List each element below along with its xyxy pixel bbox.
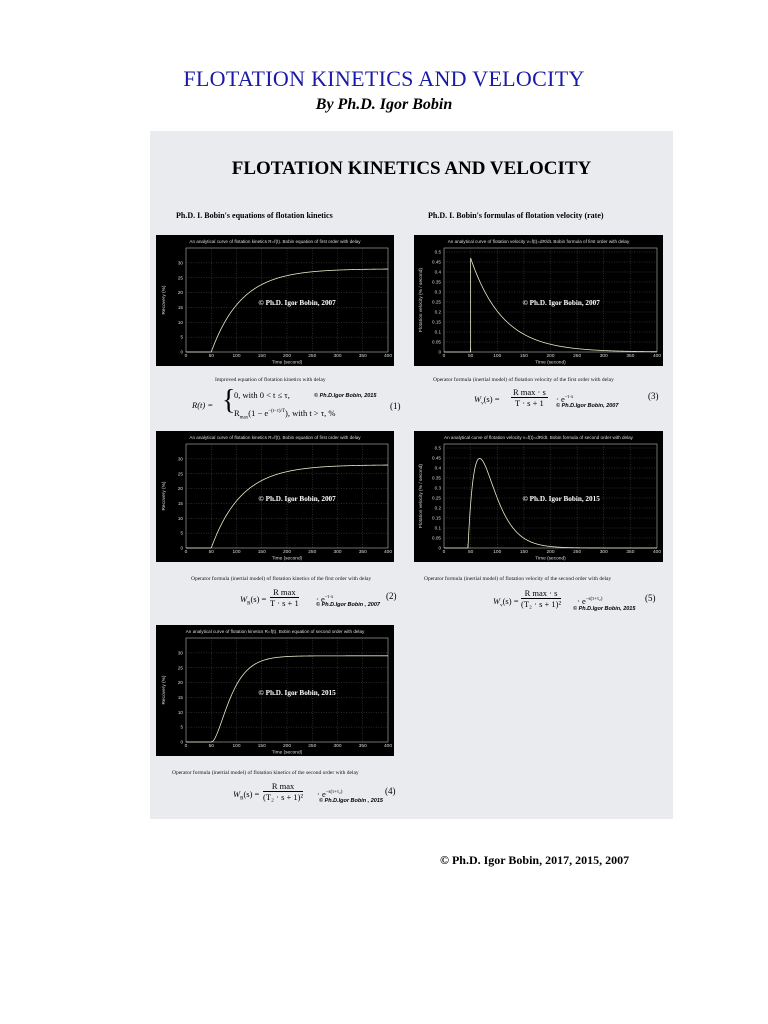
- plot-title: An analytical curve of flotation kinetics R=f(t). Bobin equation of first order with delay: [189, 239, 361, 244]
- y-axis-label: Recovery (%): [162, 285, 167, 315]
- x-tick-label: 200: [546, 550, 555, 555]
- x-tick-label: 250: [308, 354, 317, 359]
- footer-copyright: © Ph.D. Igor Bobin, 2017, 2015, 2007: [440, 853, 630, 867]
- x-tick-label: 0: [184, 744, 188, 749]
- x-tick-label: 50: [467, 354, 474, 359]
- y-tick-label: 0.3: [434, 289, 441, 295]
- x-tick-label: 0: [184, 354, 188, 359]
- x-tick-label: 250: [308, 744, 317, 749]
- y-tick-label: 0: [180, 349, 183, 355]
- y-tick-label: 25: [177, 275, 183, 281]
- equation-3: $W_v(s)$ = R max · s T · s + 1 · $e^{-\tau\cdot s}$ (3) © Ph.D.Igor Bobin, 2007: [474, 387, 659, 409]
- equation-1: R(t) = { 0, with 0 < t ≤ τ, © Ph.D.Igor Bobin, 2015 $R_{max}(1 - e^{-(t-\tau)/T})$, with t > τ, % (1): [192, 385, 401, 421]
- y-tick-label: 0: [180, 739, 183, 745]
- right-column-heading: Ph.D. I. Bobin's formulas of flotation velocity (rate): [428, 211, 604, 220]
- y-tick-label: 5: [180, 334, 183, 340]
- x-tick-label: 300: [333, 744, 342, 749]
- eq3-copyright: © Ph.D.Igor Bobin, 2007: [556, 403, 619, 409]
- y-tick-label: 0.1: [434, 329, 441, 335]
- x-tick-label: 100: [232, 744, 241, 749]
- y-axis-label: Flotation velocity (% / second): [419, 268, 424, 332]
- y-tick-label: 10: [177, 709, 183, 715]
- x-tick-label: 400: [383, 744, 393, 749]
- eq3-number: (3): [648, 391, 659, 401]
- eq5-numerator: R max · s: [521, 588, 561, 599]
- x-tick-label: 100: [493, 354, 502, 359]
- y-tick-label: 20: [177, 290, 183, 296]
- x-tick-label: 400: [652, 354, 662, 359]
- y-tick-label: 15: [177, 305, 183, 311]
- plot-watermark: © Ph.D. Igor Bobin, 2007: [258, 495, 336, 504]
- plot-title: An analytical curve of flotation kinetics R=f(t). Bobin equation of first order with delay: [189, 435, 361, 440]
- left-column-heading: Ph.D. I. Bobin's equations of flotation kinetics: [176, 211, 333, 220]
- y-tick-label: 0: [438, 349, 441, 355]
- eq3-denominator: T · s + 1: [515, 398, 544, 408]
- y-tick-label: 5: [180, 724, 183, 730]
- x-axis-label: Time (second): [271, 750, 303, 756]
- y-tick-label: 30: [177, 260, 183, 266]
- eq5-denominator: (T₂ · s + 1)²: [521, 599, 562, 609]
- y-axis-label: Recovery (%): [162, 481, 167, 511]
- eq1-number: (1): [390, 401, 401, 411]
- eq1-copyright: © Ph.D.Igor Bobin, 2015: [314, 393, 377, 399]
- y-tick-label: 0.15: [432, 319, 441, 325]
- caption-eq2: Operator formula (inertial model) of flotation kinetics of the first order with delay: [191, 576, 372, 582]
- eq2-numerator: R max: [270, 587, 299, 598]
- y-tick-label: 0.45: [432, 455, 441, 461]
- x-tick-label: 300: [333, 354, 342, 359]
- x-tick-label: 300: [599, 354, 608, 359]
- x-axis-label: Time (second): [271, 360, 303, 366]
- x-tick-label: 300: [599, 550, 608, 555]
- y-tick-label: 0.5: [434, 249, 441, 255]
- x-tick-label: 50: [208, 744, 214, 749]
- eq4-numerator: R max: [263, 781, 303, 792]
- x-tick-label: 100: [232, 550, 241, 555]
- eq2-copyright: © Ph.D.Igor Bobin , 2007: [316, 602, 380, 608]
- y-tick-label: 30: [177, 650, 183, 656]
- y-tick-label: 25: [177, 471, 183, 477]
- x-tick-label: 250: [308, 550, 317, 555]
- x-tick-label: 150: [257, 550, 266, 555]
- x-tick-label: 350: [358, 550, 367, 555]
- x-tick-label: 200: [282, 550, 292, 555]
- y-tick-label: 0.05: [432, 339, 441, 345]
- x-tick-label: 100: [232, 354, 241, 359]
- x-tick-label: 100: [493, 550, 502, 555]
- y-tick-label: 10: [177, 319, 183, 325]
- y-tick-label: 0.4: [434, 465, 441, 471]
- x-tick-label: 400: [383, 550, 393, 555]
- y-tick-label: 0.1: [434, 525, 441, 531]
- y-tick-label: 0.35: [432, 475, 441, 481]
- plot-kinetics-second-order-2015: [156, 625, 394, 756]
- x-tick-label: 350: [358, 744, 367, 749]
- y-tick-label: 0.3: [434, 485, 441, 491]
- y-tick-label: 0.45: [432, 259, 441, 265]
- x-tick-label: 250: [573, 550, 582, 555]
- y-tick-label: 0.05: [432, 535, 441, 541]
- document-title: FLOTATION KINETICS AND VELOCITY: [183, 66, 585, 91]
- x-tick-label: 50: [208, 550, 214, 555]
- y-tick-label: 0.4: [434, 269, 441, 275]
- x-tick-label: 350: [358, 354, 367, 359]
- x-tick-label: 200: [282, 354, 292, 359]
- plot-title: An analytical curve of flotation kinetics R=f(t). Bobin equation of second order with delay: [185, 629, 365, 634]
- equation-2: $W_R(s)$ = R max T · s + 1 · $e^{-\tau\cdot s}$ (2) © Ph.D.Igor Bobin , 2007: [240, 587, 397, 608]
- x-tick-label: 0: [442, 354, 446, 359]
- x-tick-label: 250: [573, 354, 582, 359]
- caption-eq3: Operator formula (inertial model) of flotation velocity of the first order with delay: [433, 377, 614, 383]
- equation-4: $W_R(s)$ = R max (T₂ · s + 1)² · $e^{-s(\tau+\tau_2)}$ (4) © Ph.D.Igor Bobin , 2015: [233, 781, 396, 804]
- y-tick-label: 0: [438, 545, 441, 551]
- x-tick-label: 200: [282, 744, 292, 749]
- y-tick-label: 0.15: [432, 515, 441, 521]
- x-tick-label: 0: [442, 550, 446, 555]
- x-tick-label: 150: [257, 744, 266, 749]
- x-axis-label: Time (second): [535, 556, 566, 562]
- y-tick-label: 0.35: [432, 279, 441, 285]
- equation-5: $W_v(s)$ = R max · s (T₂ · s + 1)² · $e^{-s(\tau+\tau_2)}$ (5) © Ph.D.Igor Bobin, 2015: [493, 588, 656, 612]
- eq3-numerator: R max · s: [513, 387, 546, 397]
- plot-watermark: © Ph.D. Igor Bobin, 2007: [522, 299, 600, 308]
- y-tick-label: 5: [180, 530, 183, 536]
- y-tick-label: 0.25: [432, 495, 441, 501]
- plot-title: An analytical curve of flotation velocity v=f(t)=dR/dt. Bobin formula of second order with delay: [444, 435, 633, 440]
- plot-kinetics-first-order-2007-b: [156, 431, 394, 562]
- caption-eq5: Operator formula (inertial model) of flotation velocity of the second order with delay: [424, 576, 612, 582]
- x-tick-label: 400: [652, 550, 662, 555]
- y-tick-label: 0: [180, 545, 183, 551]
- x-axis-label: Time (second): [535, 360, 566, 366]
- plot-watermark: © Ph.D. Igor Bobin, 2015: [258, 689, 336, 698]
- y-tick-label: 15: [177, 695, 183, 701]
- plot-velocity-second-order-2015: [414, 431, 663, 562]
- y-tick-label: 30: [177, 456, 183, 462]
- y-tick-label: 0.5: [434, 445, 441, 451]
- x-tick-label: 0: [184, 550, 188, 555]
- y-tick-label: 25: [177, 665, 183, 671]
- plot-kinetics-first-order-2007: [156, 235, 394, 366]
- eq2-number: (2): [386, 591, 397, 601]
- x-tick-label: 350: [626, 354, 635, 359]
- y-tick-label: 0.2: [434, 309, 441, 315]
- x-tick-label: 150: [257, 354, 266, 359]
- plot-title: An analytical curve of flotation velocity v=f(t)=dR/dt. Bobin formula of first order with delay: [447, 239, 630, 244]
- y-tick-label: 0.25: [432, 299, 441, 305]
- y-axis-label: Recovery (%): [162, 675, 167, 705]
- y-tick-label: 10: [177, 515, 183, 521]
- eq4-copyright: © Ph.D.Igor Bobin , 2015: [319, 798, 383, 804]
- plot-watermark: © Ph.D. Igor Bobin, 2007: [258, 299, 336, 308]
- x-tick-label: 150: [519, 354, 528, 359]
- y-tick-label: 20: [177, 680, 183, 686]
- y-tick-label: 15: [177, 501, 183, 507]
- y-tick-label: 0.2: [434, 505, 441, 511]
- x-tick-label: 50: [208, 354, 214, 359]
- y-axis-label: Flotation velocity (% / second): [419, 464, 424, 528]
- eq4-number: (4): [385, 786, 396, 796]
- caption-eq1: Improved equation of flotation kinetics with delay: [215, 377, 326, 383]
- eq5-number: (5): [645, 593, 656, 603]
- x-axis-label: Time (second): [271, 556, 303, 562]
- eq1-case1: 0, with 0 < t ≤ τ,: [234, 390, 290, 400]
- plot-velocity-first-order-2007: [414, 235, 663, 366]
- x-tick-label: 400: [383, 354, 393, 359]
- x-tick-label: 300: [333, 550, 342, 555]
- eq2-denominator: T · s + 1: [270, 598, 299, 608]
- x-tick-label: 150: [519, 550, 528, 555]
- x-tick-label: 200: [546, 354, 555, 359]
- y-tick-label: 20: [177, 486, 183, 492]
- document-author: By Ph.D. Igor Bobin: [315, 96, 453, 113]
- eq5-copyright: © Ph.D.Igor Bobin, 2015: [573, 606, 636, 612]
- plot-watermark: © Ph.D. Igor Bobin, 2015: [522, 495, 600, 504]
- x-tick-label: 350: [626, 550, 635, 555]
- poster-title: FLOTATION KINETICS AND VELOCITY: [231, 158, 592, 179]
- caption-eq4: Operator formula (inertial model) of flotation kinetics of the second order with delay: [172, 770, 359, 776]
- eq1-lhs: R(t) =: [192, 400, 214, 410]
- eq4-denominator: (T₂ · s + 1)²: [263, 792, 304, 802]
- x-tick-label: 50: [467, 550, 474, 555]
- eq1-case2: $R_{max}(1 - e^{-(t-\tau)/T})$, with t > τ, %: [234, 408, 336, 421]
